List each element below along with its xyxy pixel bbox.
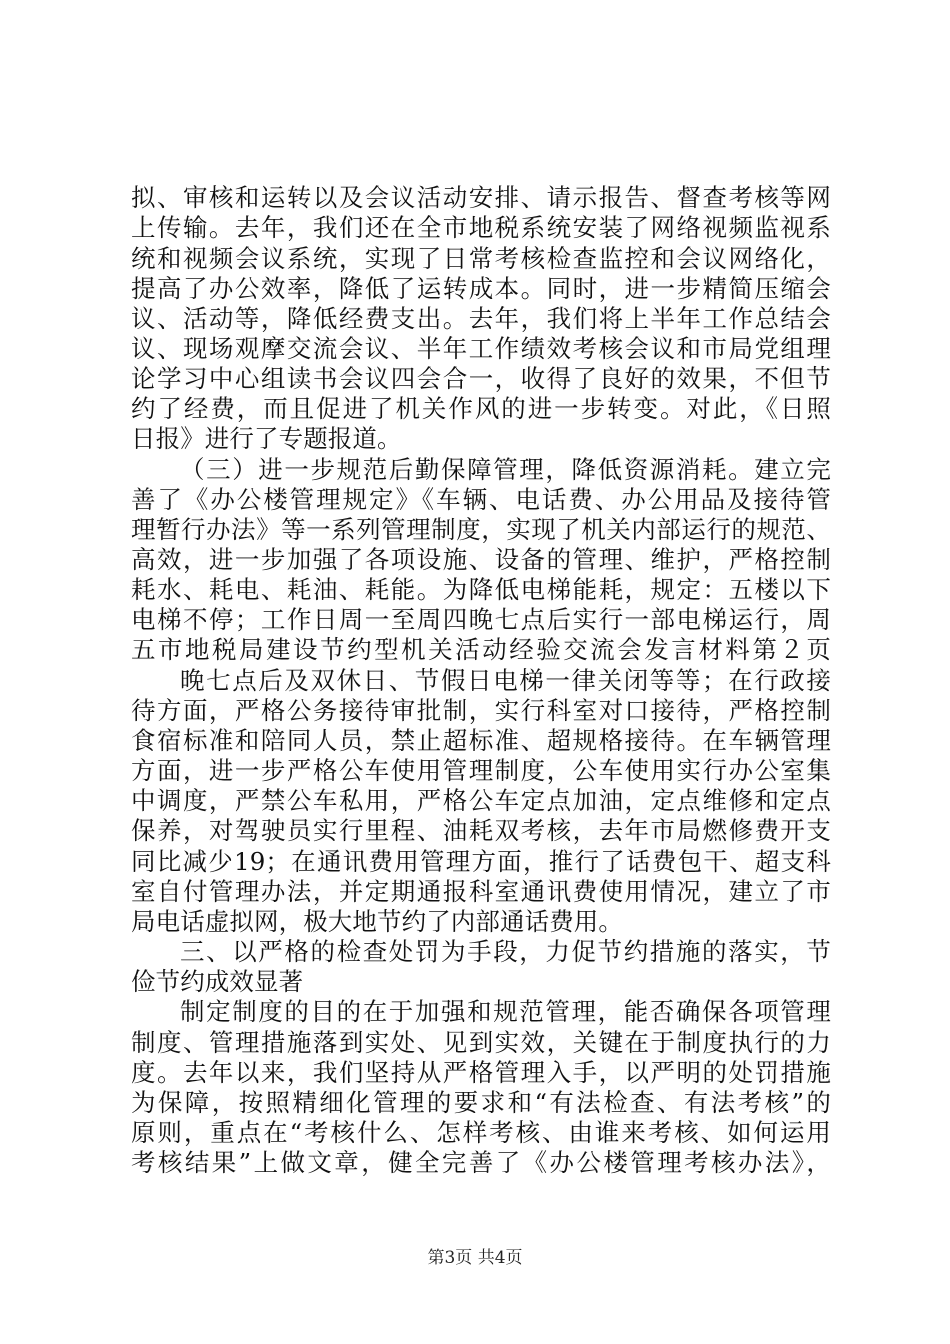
- body-text-line: 制定制度的目的在于加强和规范管理，能否确保各项管理: [180, 997, 831, 1026]
- body-text-line: 五市地税局建设节约型机关活动经验交流会发言材料第２页: [131, 635, 831, 664]
- body-text-line: 为保障，按照精细化管理的要求和“有法检查、有法考核”的: [131, 1088, 831, 1117]
- body-text-line: 制度、管理措施落到实处、见到实效，关键在于制度执行的力: [131, 1028, 831, 1057]
- body-text-line: 方面，进一步严格公车使用管理制度，公车使用实行办公室集: [131, 756, 831, 785]
- section-heading-line: 三、以严格的检查处罚为手段，力促节约措施的落实，节: [180, 937, 831, 966]
- body-text-line: 约了经费，而且促进了机关作风的进一步转变。对此，《日照: [131, 394, 831, 423]
- body-text-line: 统和视频会议系统，实现了日常考核检查监控和会议网络化，: [131, 244, 831, 273]
- body-text-line: 同比减少19；在通讯费用管理方面，推行了话费包干、超支科: [131, 847, 831, 876]
- body-text-line: 保养，对驾驶员实行里程、油耗双考核，去年市局燃修费开支: [131, 816, 831, 845]
- body-text-line: 善了《办公楼管理规定》《车辆、电话费、办公用品及接待管: [131, 485, 831, 514]
- body-text-line: 耗水、耗电、耗油、耗能。为降低电梯能耗，规定：五楼以下: [131, 575, 831, 604]
- body-text-line: 拟、审核和运转以及会议活动安排、请示报告、督查考核等网: [131, 183, 831, 212]
- page-number-footer: 第3页 共4页: [427, 1248, 523, 1268]
- body-text-line: 提高了办公效率，降低了运转成本。同时，进一步精简压缩会: [131, 274, 831, 303]
- body-text-line: 度。去年以来，我们坚持从严格管理入手，以严明的处罚措施: [131, 1058, 831, 1087]
- body-text-line: 待方面，严格公务接待审批制，实行科室对口接待，严格控制: [131, 696, 831, 725]
- body-text-line: 食宿标准和陪同人员，禁止超标准、超规格接待。在车辆管理: [131, 726, 831, 755]
- body-text-line: 议、活动等，降低经费支出。去年，我们将上半年工作总结会: [131, 304, 831, 333]
- body-text-line: 室自付管理办法，并定期通报科室通讯费使用情况，建立了市: [131, 877, 831, 906]
- body-text-line: 高效，进一步加强了各项设施、设备的管理、维护，严格控制: [131, 545, 831, 574]
- body-text-line: 论学习中心组读书会议四会合一，收得了良好的效果，不但节: [131, 364, 831, 393]
- body-text-line: 考核结果”上做文章，健全完善了《办公楼管理考核办法》，: [131, 1148, 831, 1177]
- body-text-line: 理暂行办法》等一系列管理制度，实现了机关内部运行的规范、: [131, 515, 831, 544]
- section-heading-line: （三）进一步规范后勤保障管理，降低资源消耗。建立完: [180, 455, 831, 484]
- body-text-line: 上传输。去年，我们还在全市地税系统安装了网络视频监视系: [131, 213, 831, 242]
- body-text-line: 电梯不停；工作日周一至周四晚七点后实行一部电梯运行，周: [131, 605, 831, 634]
- section-heading-line: 俭节约成效显著: [131, 967, 304, 996]
- body-text-line: 晚七点后及双休日、节假日电梯一律关闭等等；在行政接: [180, 666, 831, 695]
- body-text-line: 日报》进行了专题报道。: [131, 424, 402, 453]
- body-text-line: 中调度，严禁公车私用，严格公车定点加油，定点维修和定点: [131, 786, 831, 815]
- body-text-line: 议、现场观摩交流会议、半年工作绩效考核会议和市局党组理: [131, 334, 831, 363]
- body-text-line: 局电话虚拟网，极大地节约了内部通话费用。: [131, 907, 623, 936]
- body-text-line: 原则，重点在“考核什么、怎样考核、由谁来考核、如何运用: [131, 1118, 831, 1147]
